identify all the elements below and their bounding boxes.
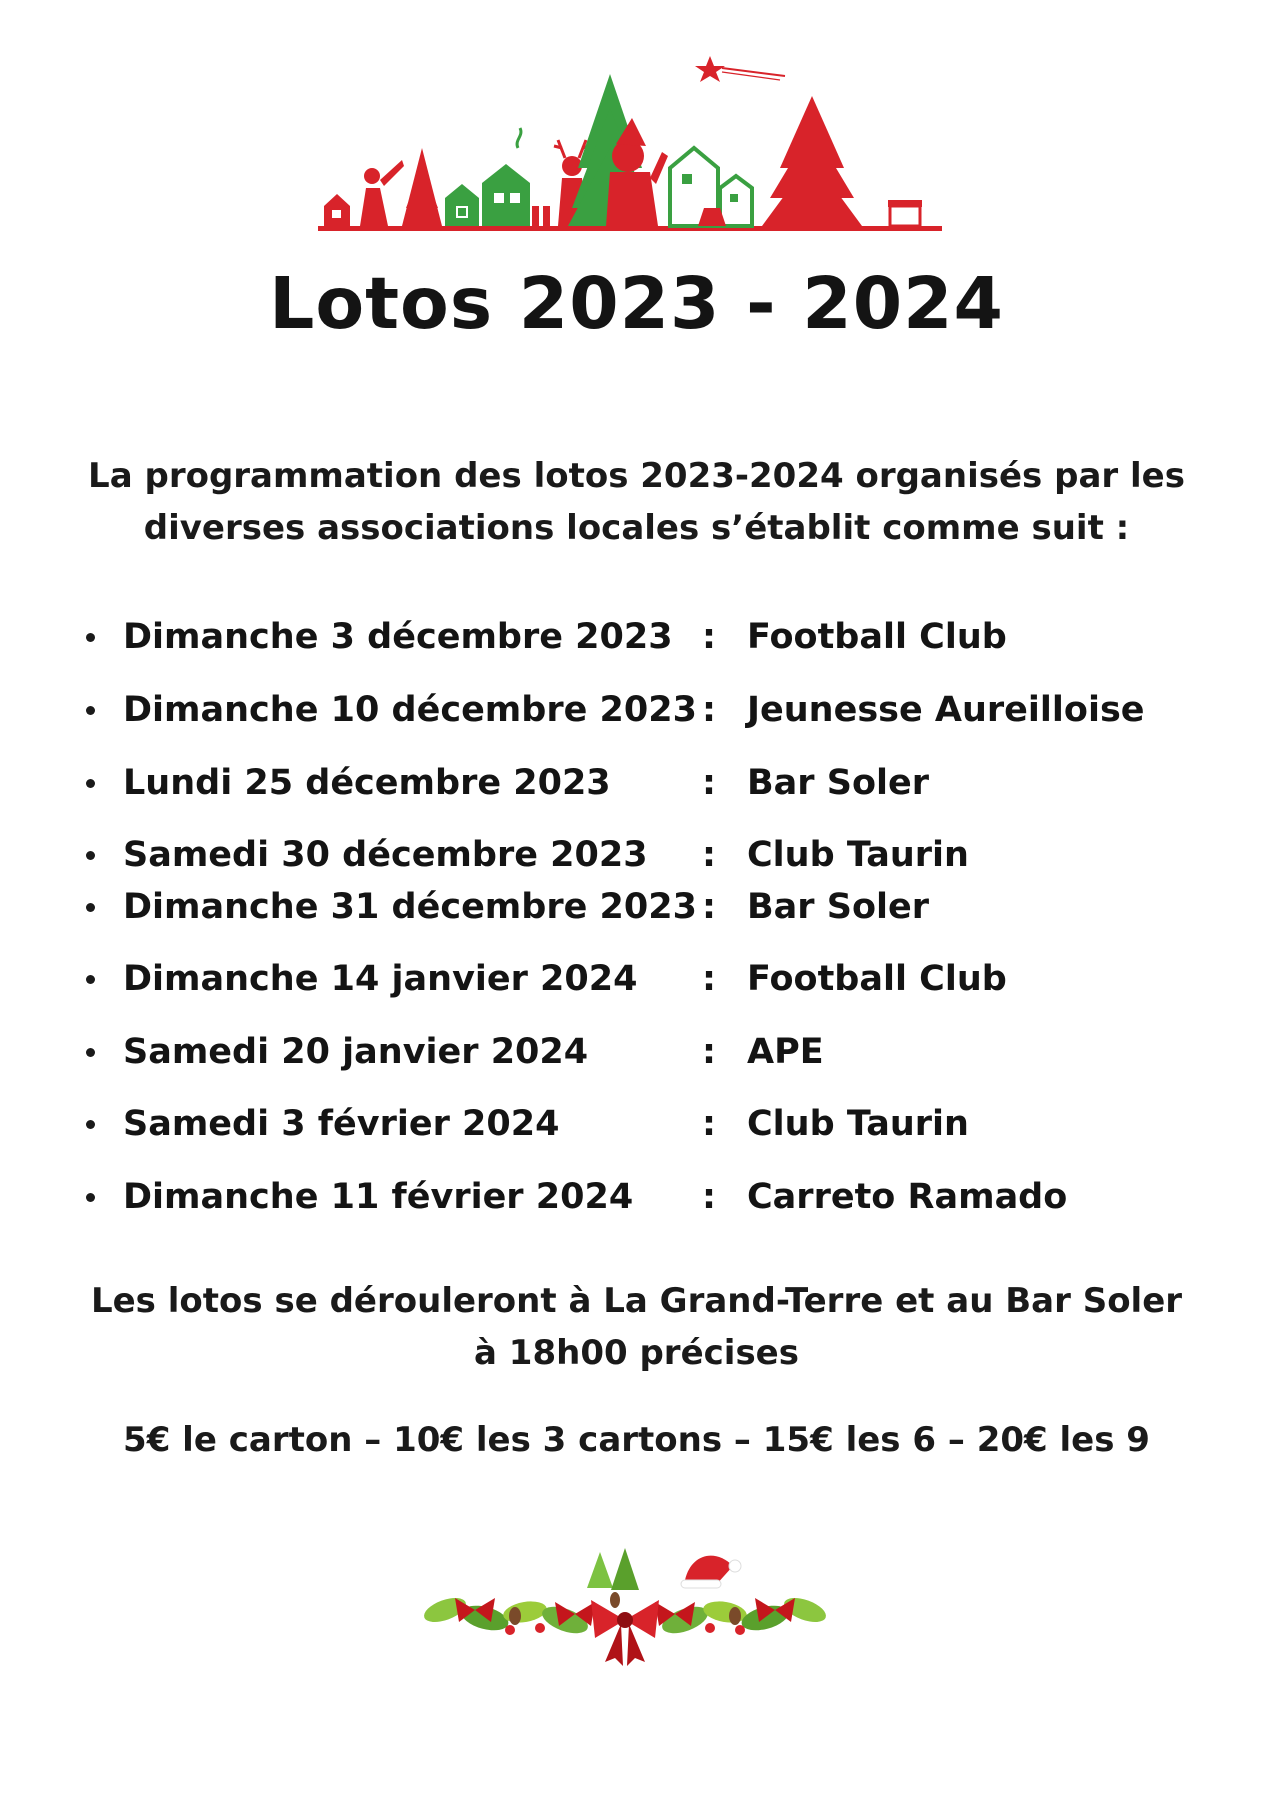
event-organizer: Carreto Ramado xyxy=(747,1177,1068,1217)
list-item xyxy=(80,882,1180,932)
intro-line: La programmation des lotos 2023-2024 organisés par les xyxy=(88,456,1185,496)
event-organizer: Club Taurin xyxy=(747,835,969,875)
bullet-icon xyxy=(86,1120,95,1129)
separator: : xyxy=(702,617,716,657)
list-item xyxy=(80,954,1180,1004)
venue-info xyxy=(0,1275,1273,1379)
event-date: Dimanche 14 janvier 2024 xyxy=(123,959,638,999)
event-date: Dimanche 11 février 2024 xyxy=(123,1177,634,1217)
list-item xyxy=(80,758,1180,808)
list-item xyxy=(80,685,1180,735)
event-organizer: Bar Soler xyxy=(747,887,929,927)
list-item xyxy=(80,1172,1180,1222)
event-date: Dimanche 31 décembre 2023 xyxy=(123,887,697,927)
page-title: Lotos 2023 - 2024 xyxy=(269,262,1004,345)
event-organizer: Football Club xyxy=(747,617,1007,657)
list-item xyxy=(80,1027,1180,1077)
list-item xyxy=(80,830,1180,880)
venue-line: à 18h00 précises xyxy=(474,1333,799,1373)
intro-line: diverses associations locales s’établit comme suit : xyxy=(143,508,1130,548)
event-organizer: Club Taurin xyxy=(747,1104,969,1144)
separator: : xyxy=(702,690,716,730)
bullet-icon xyxy=(86,1048,95,1057)
bullet-icon xyxy=(86,633,95,642)
separator: : xyxy=(702,959,716,999)
bullet-icon xyxy=(86,851,95,860)
event-organizer: Bar Soler xyxy=(747,763,929,803)
separator: : xyxy=(702,763,716,803)
pricing-info: 5€ le carton – 10€ les 3 cartons – 15€ les 6 – 20€ les 9 xyxy=(123,1420,1150,1460)
event-date: Samedi 30 décembre 2023 xyxy=(123,835,648,875)
event-date: Dimanche 10 décembre 2023 xyxy=(123,690,697,730)
event-date: Samedi 3 février 2024 xyxy=(123,1104,560,1144)
separator: : xyxy=(702,887,716,927)
list-item xyxy=(80,612,1180,662)
bullet-icon xyxy=(86,975,95,984)
separator: : xyxy=(702,1177,716,1217)
bullet-icon xyxy=(86,779,95,788)
christmas-garland-icon xyxy=(415,1540,835,1670)
event-organizer: Jeunesse Aureilloise xyxy=(747,690,1145,730)
venue-line: Les lotos se dérouleront à La Grand-Terre et au Bar Soler xyxy=(90,1281,1183,1321)
separator: : xyxy=(702,1032,716,1072)
bullet-icon xyxy=(86,706,95,715)
bullet-icon xyxy=(86,903,95,912)
separator: : xyxy=(702,1104,716,1144)
bullet-icon xyxy=(86,1193,95,1202)
event-organizer: Football Club xyxy=(747,959,1007,999)
event-date: Lundi 25 décembre 2023 xyxy=(123,763,611,803)
event-date: Samedi 20 janvier 2024 xyxy=(123,1032,589,1072)
intro-paragraph xyxy=(0,450,1273,554)
christmas-village-banner-icon xyxy=(310,48,950,248)
separator: : xyxy=(702,835,716,875)
event-date: Dimanche 3 décembre 2023 xyxy=(123,617,673,657)
list-item xyxy=(80,1099,1180,1149)
event-organizer: APE xyxy=(747,1032,824,1072)
